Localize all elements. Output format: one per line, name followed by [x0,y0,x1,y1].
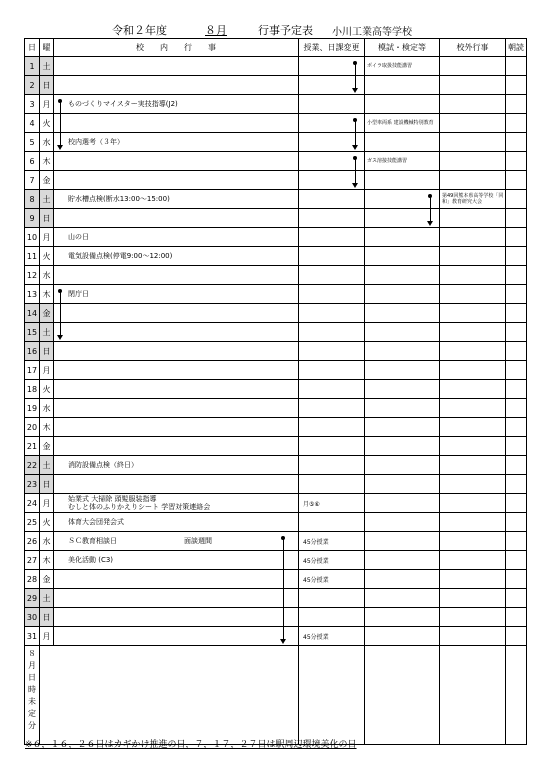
event-cell: 美化活動 (C3) [54,551,299,570]
weekday-cell: 土 [40,323,54,342]
exam-cell [365,266,440,285]
outside-cell [440,551,506,570]
event-cell [54,475,299,494]
day-cell: 18 [25,380,40,399]
event-cell [54,380,299,399]
exam-cell [365,380,440,399]
outside-cell [440,209,506,228]
weekday-cell: 土 [40,456,54,475]
duration-line [430,196,431,222]
outside-cell [440,285,506,304]
outside-cell [440,456,506,475]
month-label: ８月 [205,24,227,37]
col-exams: 模試・検定等 [365,39,440,57]
day-cell: 3 [25,95,40,114]
table-row [25,152,527,171]
outside-cell [440,323,506,342]
exam-cell [365,133,440,152]
event-cell: 校内選考（３年） [54,133,299,152]
undecided-classes [299,646,365,745]
exam-cell [365,190,440,209]
outside-cell [440,266,506,285]
event-cell [54,361,299,380]
day-cell: 5 [25,133,40,152]
undecided-label: ８月日時未定分 [28,649,36,730]
classes-cell [299,456,365,475]
weekday-cell: 月 [40,95,54,114]
reading-cell [506,247,527,266]
outside-cell [440,114,506,133]
outside-cell [440,133,506,152]
day-cell: 23 [25,475,40,494]
outside-cell [440,228,506,247]
classes-cell [299,323,365,342]
event-cell [54,76,299,95]
weekday-cell: 火 [40,513,54,532]
event-cell: 閉庁日 [54,285,299,304]
event-cell [54,304,299,323]
schedule-table [24,38,527,745]
weekday-cell: 水 [40,532,54,551]
classes-cell: 月⑤⑥ [299,494,365,513]
table-row [25,304,527,323]
table-row [25,627,527,646]
arrow-down-icon [57,335,63,340]
reading-cell [506,342,527,361]
day-cell: 6 [25,152,40,171]
outside-cell [440,532,506,551]
table-row [25,361,527,380]
exam-cell [365,247,440,266]
exam-cell [365,171,440,190]
reading-cell [506,323,527,342]
event-cell [54,266,299,285]
event-cell: 消防設備点検（終日） [54,456,299,475]
classes-cell: 45分授業 [299,551,365,570]
outside-cell [440,152,506,171]
duration-line [355,158,356,184]
outside-cell [440,380,506,399]
reading-cell [506,95,527,114]
school-name: 小川工業高等学校 [332,27,412,38]
table-row [25,418,527,437]
outside-cell [440,494,506,513]
reading-cell [506,57,527,76]
reading-cell [506,266,527,285]
undecided-reading [506,646,527,745]
table-row [25,57,527,76]
event-cell [54,171,299,190]
classes-cell [299,513,365,532]
reading-cell [506,513,527,532]
col-day: 日 [25,39,40,57]
weekday-cell: 日 [40,76,54,95]
day-cell: 1 [25,57,40,76]
day-cell: 22 [25,456,40,475]
event-cell [54,437,299,456]
outside-cell [440,475,506,494]
duration-line [60,101,61,146]
classes-cell [299,228,365,247]
exam-cell [365,494,440,513]
reading-cell [506,608,527,627]
reading-cell [506,475,527,494]
classes-cell [299,266,365,285]
table-row [25,570,527,589]
event-cell [54,114,299,133]
reading-cell [506,380,527,399]
arrow-down-icon [280,639,286,644]
classes-cell [299,399,365,418]
classes-cell [299,209,365,228]
exam-cell [365,608,440,627]
day-cell: 19 [25,399,40,418]
day-cell: 30 [25,608,40,627]
event-cell [54,342,299,361]
classes-cell [299,247,365,266]
event-cell: 始業式 大掃除 頭髪服装指導 むしと体のふりかえりシート 学習対策連絡会 [54,494,299,513]
weekday-cell: 火 [40,114,54,133]
exam-cell [365,342,440,361]
table-row [25,589,527,608]
day-cell: 26 [25,532,40,551]
weekday-cell: 土 [40,190,54,209]
exam-cell [365,285,440,304]
arrow-down-icon [352,145,358,150]
table-row [25,475,527,494]
outside-cell [440,247,506,266]
classes-cell [299,437,365,456]
arrow-down-icon [57,145,63,150]
day-cell: 11 [25,247,40,266]
outside-cell [440,361,506,380]
outside-cell [440,589,506,608]
event-cell: 山の日 [54,228,299,247]
day-cell: 12 [25,266,40,285]
table-row [25,323,527,342]
reading-cell [506,361,527,380]
day-cell: 20 [25,418,40,437]
day-cell: 31 [25,627,40,646]
col-reading: 朝読 [506,39,527,57]
exam-cell [365,323,440,342]
footer-note: ※６，１６，２６日はカギかけ推進の日，７，１７，２７日は駅周辺環境美化の日 [25,740,357,750]
classes-cell: 45分授業 [299,532,365,551]
event-cell: ものづくりマイスター実技指導(J2) [54,95,299,114]
table-header [25,39,527,57]
day-cell: 21 [25,437,40,456]
reading-cell [506,76,527,95]
weekday-cell: 水 [40,266,54,285]
reading-cell [506,627,527,646]
event-text: ＳＣ教育相談日 [68,537,117,545]
classes-cell [299,361,365,380]
reading-cell [506,456,527,475]
reading-cell [506,570,527,589]
weekday-cell: 日 [40,209,54,228]
arrow-down-icon [427,221,433,226]
document-title [0,22,535,38]
weekday-cell: 月 [40,228,54,247]
col-school-events: 校 内 行 事 [54,39,299,57]
exam-cell [365,228,440,247]
table-row [25,551,527,570]
day-cell: 8 [25,190,40,209]
reading-cell [506,494,527,513]
outside-cell [440,342,506,361]
table-row [25,532,527,551]
weekday-cell: 月 [40,494,54,513]
outside-cell: 第49回熊本県高等学校「同和」教育研究大会 [440,190,506,209]
weekday-cell: 月 [40,627,54,646]
duration-line [60,291,61,336]
exam-cell [365,399,440,418]
weekday-cell: 土 [40,57,54,76]
outside-cell [440,608,506,627]
outside-cell [440,57,506,76]
undecided-label-cell [25,646,40,745]
event-cell [54,152,299,171]
table-row [25,380,527,399]
weekday-cell: 火 [40,380,54,399]
reading-cell [506,133,527,152]
outside-cell [440,95,506,114]
day-cell: 7 [25,171,40,190]
day-cell: 4 [25,114,40,133]
event-cell [54,589,299,608]
table-row [25,133,527,152]
undecided-events [40,646,299,745]
fiscal-year: 令和２年度 [112,24,167,37]
table-row [25,190,527,209]
outside-cell [440,418,506,437]
weekday-cell: 日 [40,475,54,494]
event-cell [54,209,299,228]
exam-cell [365,95,440,114]
event-cell: 貯水槽点検(断水13:00～15:00) [54,190,299,209]
reading-cell [506,551,527,570]
outside-cell [440,304,506,323]
day-cell: 2 [25,76,40,95]
weekday-cell: 日 [40,342,54,361]
classes-cell [299,342,365,361]
reading-cell [506,589,527,608]
table-row [25,456,527,475]
classes-cell [299,380,365,399]
classes-cell [299,608,365,627]
weekday-cell: 月 [40,361,54,380]
outside-cell [440,513,506,532]
reading-cell [506,418,527,437]
exam-cell [365,627,440,646]
weekday-cell: 金 [40,171,54,190]
reading-cell [506,228,527,247]
table-row [25,114,527,133]
exam-cell [365,456,440,475]
event-cell [54,418,299,437]
day-cell: 29 [25,589,40,608]
weekday-cell: 木 [40,285,54,304]
arrow-down-icon [352,88,358,93]
table-row [25,608,527,627]
weekday-cell: 火 [40,247,54,266]
undecided-outside [440,646,506,745]
undecided-exams [365,646,440,745]
table-row [25,513,527,532]
exam-cell [365,551,440,570]
col-outside: 校外行事 [440,39,506,57]
event-cell [54,532,299,551]
duration-line [283,538,284,640]
exam-cell [365,532,440,551]
table-row [25,95,527,114]
classes-cell [299,589,365,608]
reading-cell [506,190,527,209]
weekday-cell: 金 [40,570,54,589]
weekday-cell: 水 [40,133,54,152]
exam-cell: 小型車両系 建設機械特別教育 [365,114,440,133]
table-row [25,266,527,285]
exam-cell [365,437,440,456]
weekday-cell: 金 [40,437,54,456]
weekday-cell: 木 [40,551,54,570]
event-cell [54,570,299,589]
weekday-cell: 日 [40,608,54,627]
event-cell [54,323,299,342]
day-cell: 14 [25,304,40,323]
exam-cell: ボイラ取扱技能講習 [365,57,440,76]
col-classes: 授業、日課変更 [299,39,365,57]
reading-cell [506,285,527,304]
reading-cell [506,532,527,551]
exam-cell [365,475,440,494]
day-cell: 25 [25,513,40,532]
event-cell [54,57,299,76]
event-cell: 体育大会団発会式 [54,513,299,532]
reading-cell [506,209,527,228]
outside-cell [440,627,506,646]
day-cell: 9 [25,209,40,228]
reading-cell [506,399,527,418]
outside-cell [440,76,506,95]
arrow-down-icon [352,183,358,188]
reading-cell [506,114,527,133]
day-cell: 28 [25,570,40,589]
table-row [25,437,527,456]
day-cell: 24 [25,494,40,513]
day-cell: 16 [25,342,40,361]
day-cell: 15 [25,323,40,342]
reading-cell [506,437,527,456]
weekday-cell: 金 [40,304,54,323]
exam-cell [365,76,440,95]
classes-cell [299,475,365,494]
classes-cell: 45分授業 [299,627,365,646]
undecided-row [25,646,527,745]
duration-line [355,63,356,89]
exam-cell [365,513,440,532]
event-cell [54,627,299,646]
classes-cell [299,418,365,437]
weekday-cell: 木 [40,152,54,171]
table-row [25,247,527,266]
col-dow: 曜 [40,39,54,57]
outside-cell [440,171,506,190]
table-row [25,209,527,228]
weekday-cell: 土 [40,589,54,608]
event-cell [54,608,299,627]
table-row [25,399,527,418]
day-cell: 27 [25,551,40,570]
outside-cell [440,399,506,418]
event-cell: 電気設備点検(停電9:00～12:00) [54,247,299,266]
table-row [25,342,527,361]
weekday-cell: 水 [40,399,54,418]
exam-cell [365,418,440,437]
table-row [25,228,527,247]
outside-cell [440,437,506,456]
event-extra: 面談週間 [184,537,212,545]
table-row [25,494,527,513]
day-cell: 10 [25,228,40,247]
day-cell: 17 [25,361,40,380]
weekday-cell: 木 [40,418,54,437]
classes-cell [299,304,365,323]
schedule-title: 行事予定表 [258,24,313,37]
duration-line [355,120,356,146]
exam-cell [365,361,440,380]
event-cell [54,399,299,418]
table-row [25,285,527,304]
exam-cell [365,589,440,608]
exam-cell [365,304,440,323]
day-cell: 13 [25,285,40,304]
classes-cell [299,95,365,114]
exam-cell [365,570,440,589]
reading-cell [506,304,527,323]
exam-cell: ガス溶接技能講習 [365,152,440,171]
reading-cell [506,171,527,190]
classes-cell: 45分授業 [299,570,365,589]
reading-cell [506,152,527,171]
classes-cell [299,285,365,304]
table-row [25,171,527,190]
outside-cell [440,570,506,589]
table-row [25,76,527,95]
classes-cell [299,190,365,209]
